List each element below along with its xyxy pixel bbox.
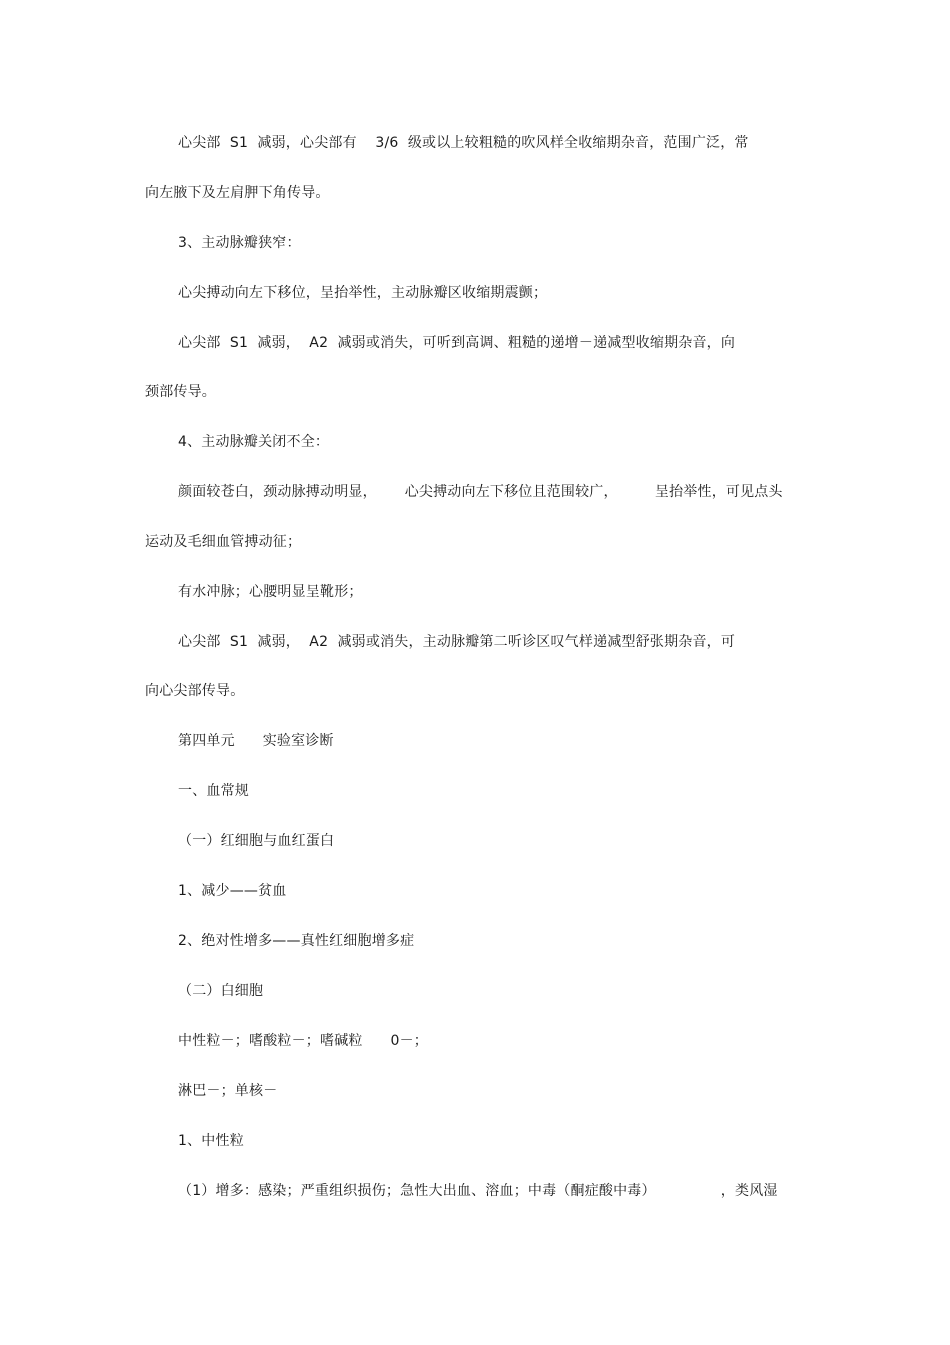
- paragraph-line: 心尖部 S1 减弱，心尖部有 3/6 级或以上较粗糙的吹风样全收缩期杂音，范围广泛，常: [178, 135, 749, 151]
- paragraph-line: 心尖搏动向左下移位，呈抬举性，主动脉瓣区收缩期震颤；: [178, 285, 548, 301]
- paragraph-line: 运动及毛细血管搏动征；: [145, 534, 302, 550]
- subsection-heading: （二）白细胞: [178, 983, 264, 999]
- paragraph-line: 颜面较苍白，颈动脉搏动明显， 心尖搏动向左下移位且范围较广， 呈抬举性，可见点头: [178, 484, 783, 500]
- paragraph-line: 向心尖部传导。: [145, 683, 245, 699]
- section-heading: 一、血常规: [178, 783, 249, 799]
- section-heading: 4、主动脉瓣关闭不全：: [178, 434, 330, 450]
- paragraph-line: 淋巴－；单核－: [178, 1083, 278, 1099]
- unit-heading: 第四单元 实验室诊断: [178, 733, 334, 749]
- paragraph-line: 心尖部 S1 减弱， A2 减弱或消失，可听到高调、粗糙的递增－递减型收缩期杂音，向: [178, 335, 736, 351]
- list-item: 2、绝对性增多——真性红细胞增多症: [178, 933, 415, 949]
- subsection-heading: （一）红细胞与血红蛋白: [178, 833, 335, 849]
- paragraph-line: （1）增多：感染；严重组织损伤；急性大出血、溶血；中毒（酮症酸中毒） ，类风湿: [178, 1183, 778, 1199]
- section-heading: 1、中性粒: [178, 1133, 244, 1149]
- paragraph-line: 向左腋下及左肩胛下角传导。: [145, 185, 330, 201]
- paragraph-line: 心尖部 S1 减弱， A2 减弱或消失，主动脉瓣第二听诊区叹气样递减型舒张期杂音，可: [178, 634, 736, 650]
- list-item: 1、减少——贫血: [178, 883, 287, 899]
- paragraph-line: 有水冲脉；心腰明显呈靴形；: [178, 584, 363, 600]
- paragraph-line: 中性粒－；嗜酸粒－；嗜碱粒 0－；: [178, 1033, 429, 1049]
- section-heading: 3、主动脉瓣狭窄：: [178, 235, 301, 251]
- paragraph-line: 颈部传导。: [145, 384, 216, 400]
